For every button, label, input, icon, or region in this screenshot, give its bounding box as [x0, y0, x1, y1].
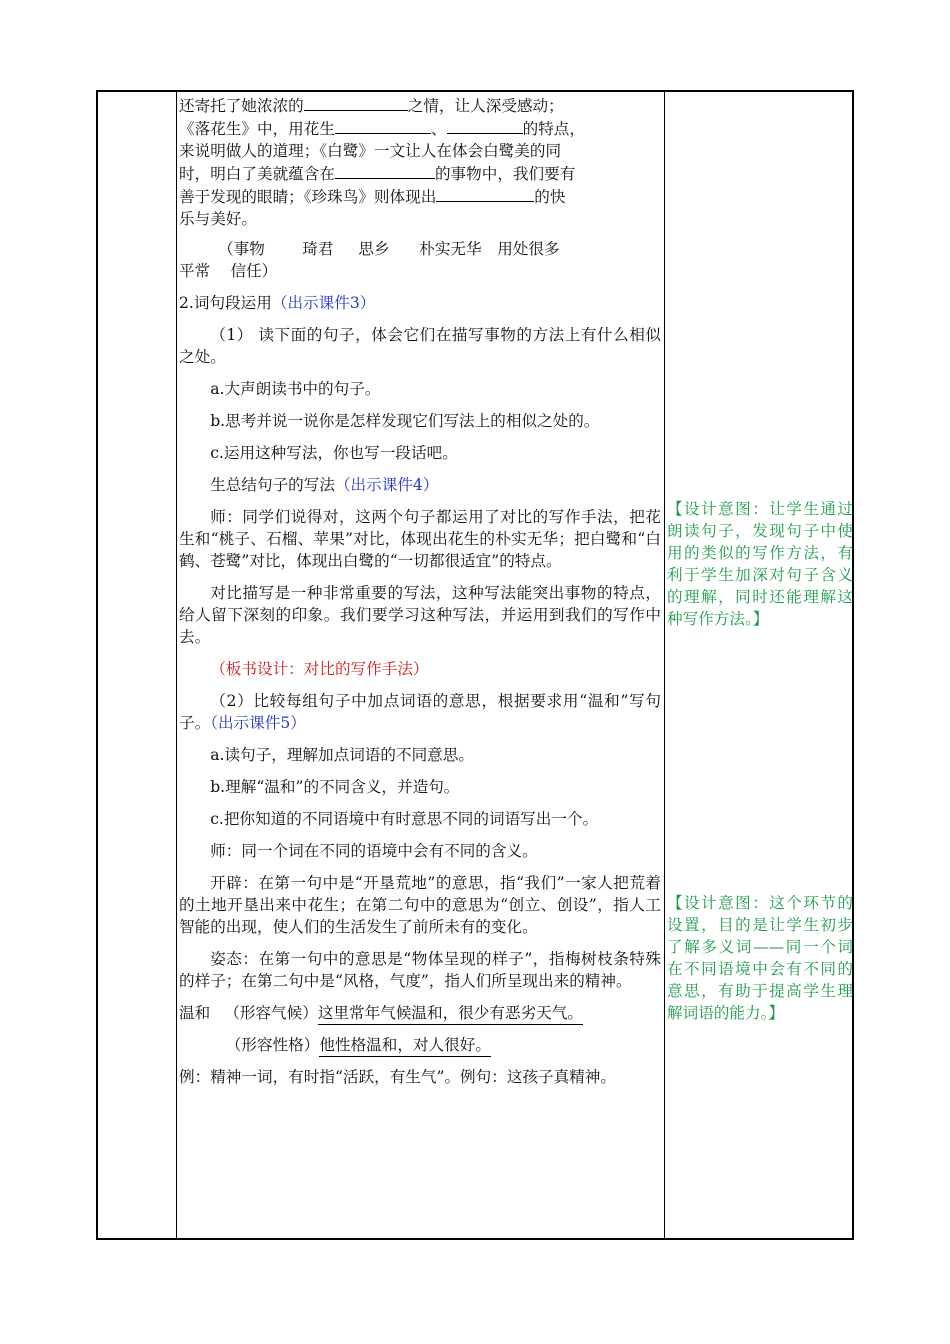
fill-blank: [335, 162, 435, 179]
word-options: （事物 琦君 思乡 朴实无华 用处很多 平常 信任）: [179, 240, 560, 280]
design-note-2: 【设计意图：这个环节的设置，目的是让学生初步了解多义词——同一个词在不同语境中会有不同的意思，有助于提高学生理解词语的能力。】: [667, 894, 853, 1022]
main-content-cell: [179, 94, 661, 1098]
student-summary: 生总结句子的写法（出示课件4）: [210, 476, 439, 494]
step-a2: a.读句子，理解加点词语的不同意思。: [210, 746, 474, 764]
contrast-paragraph: 对比描写是一种非常重要的写法，这种写法能突出事物的特点，给人留下深刻的印象。我们要学习这种写法，并运用到我们的写作中去。: [179, 584, 661, 646]
wenhe-weather: 温和 （形容气候）这里常年气候温和，很少有恶劣天气。: [179, 1002, 661, 1024]
poem-summary: 还寄托了她浓浓的 之情，让人深受感动； 《落花生》中，用花生 、 的特点， 来说明做人的道理；《白鹭》一文让人在体会白鹭美的同 时，明白了美就蕴含在 的事物中，我们要有 善于发现的眼睛；《珍珠鸟》则体现出 的快 乐与美好。: [179, 94, 661, 230]
polysemy-example: 例：精神一词，有时指“活跃，有生气”。例句：这孩子真精神。: [179, 1068, 616, 1086]
step-b: b.思考并说一说你是怎样发现它们写法上的相似之处的。: [210, 412, 600, 430]
step-a: a.大声朗读书中的句子。: [210, 380, 381, 398]
column-divider-left: [176, 92, 177, 1238]
lesson-table: [96, 90, 854, 1240]
wenhe-person: （形容性格）他性格温和，对人很好。: [179, 1034, 661, 1056]
fill-blank: [436, 185, 534, 202]
step-c2: c.把你知道的不同语境中有时意思不同的词语写出一个。: [210, 810, 599, 828]
fill-blank: [304, 94, 408, 111]
fill-blank: [447, 117, 523, 134]
teacher-remark-1: 师：同学们说得对，这两个句子都运用了对比的写作手法，把花生和“桃子、石榴、苹果”对比，体现出花生的朴实无华；把白鹭和“白鹤、苍鹭”对比，体现出白鹭的“一切都很适宜”的特点。: [179, 508, 661, 570]
teacher-remark-2: 师：同一个词在不同的语境中会有不同的含义。: [210, 842, 538, 860]
question-2: （2）比较每组句子中加点词语的意思，根据要求用“温和”写句子。（出示课件5）: [179, 692, 661, 732]
step-c: c.运用这种写法，你也写一段话吧。: [210, 444, 458, 462]
board-design: （板书设计：对比的写作手法）: [210, 660, 429, 678]
question-1: （1） 读下面的句子，体会它们在描写事物的方法上有什么相似之处。: [179, 326, 661, 366]
section-title: 2.词句段运用（出示课件3）: [179, 294, 376, 312]
column-divider-right: [664, 92, 665, 1238]
design-note-1: 【设计意图：让学生通过朗读句子，发现句子中使用的类似的写作方法，有利于学生加深对句子含义的理解，同时还能理解这种写作方法。】: [667, 500, 853, 628]
kaipi-explanation: 开辟：在第一句中是“开垦荒地”的意思，指“我们”一家人把荒着的土地开垦出来中花生；在第二句中的意思为“创立、创设”，指人工智能的出现，使人们的生活发生了前所未有的变化。: [179, 874, 661, 936]
fill-blank: [335, 117, 431, 134]
step-b2: b.理解“温和”的不同含义，并造句。: [210, 778, 460, 796]
zitai-explanation: 姿态：在第一句中的意思是“物体呈现的样子”，指梅树枝条特殊的样子；在第二句中是“风格，气度”，指人们所呈现出来的精神。: [179, 950, 661, 990]
